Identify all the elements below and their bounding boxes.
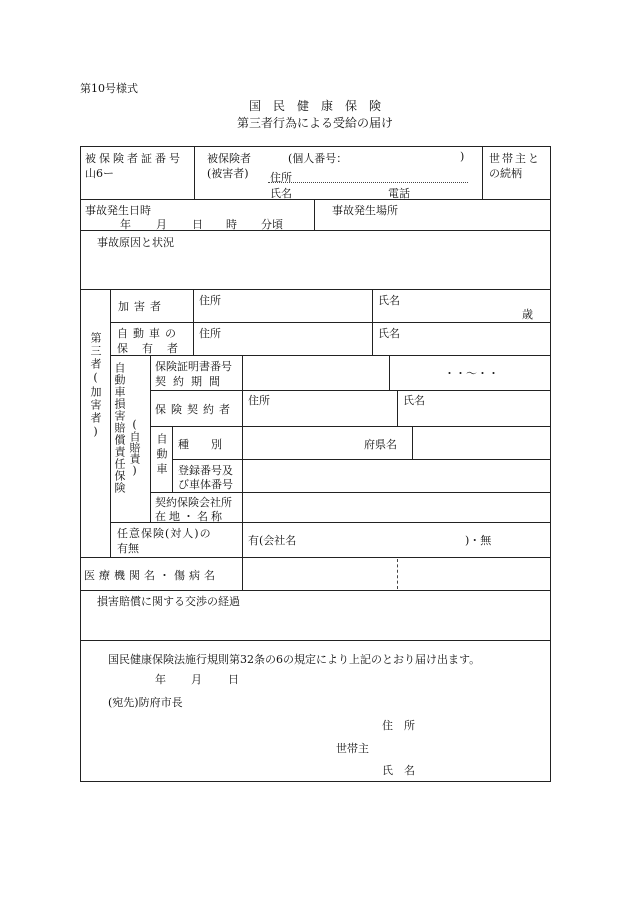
owner-name-label: 氏名 [378,327,400,340]
contractor-label: 保険契約者 [155,403,235,416]
accident-place-label: 事故発生場所 [332,204,398,217]
insured-number-label: 被保険者証番号 [85,152,183,165]
voluntary-close: )・無 [465,534,492,547]
voluntary-label-1: 任意保険(対人)の [117,527,212,540]
accident-day: 日 [192,218,203,231]
accident-minute: 分頃 [261,218,283,231]
assailant-age-label: 歳 [522,308,533,321]
owner-label-1: 自動車の [117,327,181,340]
applicant-address-label: 住 所 [382,719,415,732]
type-label: 種 別 [178,438,222,451]
name-label: 氏名 [270,187,292,200]
company-label-2: 在地・名称 [155,510,225,523]
contractor-name-label: 氏名 [403,394,425,407]
applicant-name-label: 氏 名 [382,764,415,777]
car-label: 自動車 [155,433,168,478]
household-head-label: 世帯主 [336,742,369,755]
victim-label: (被害者) [207,167,249,180]
relation-label-2: の続柄 [489,167,522,180]
assailant-label: 加害者 [118,300,166,313]
voluntary-label-2: 有無 [117,542,139,555]
accident-month: 月 [156,218,167,231]
declaration-day: 日 [228,673,239,686]
assailant-address-label: 住所 [199,294,221,307]
personal-number-label: (個人番号： [288,152,348,165]
voluntary-value: 有(会社名 [248,534,297,547]
accident-year: 年 [120,218,131,231]
declaration-month: 月 [191,673,202,686]
reg-label-1: 登録番号及 [178,464,233,477]
form-subtitle: 第三者行為による受給の届け [236,116,393,130]
compulsory-paren: (自賠責) [128,418,141,477]
declaration-text: 国民健康保険法施行規則第32条の6の規定により上記のとおり届け出ます。 [108,653,481,666]
phone-label: 電話 [388,187,410,200]
period-label: 契約期間 [155,375,227,388]
third-party-side-label: 第三者(加害者) [89,332,102,440]
cause-label: 事故原因と状況 [97,236,174,249]
personal-number-close: ) [460,150,465,163]
compulsory-label: 自動車損害賠償責任保険 [113,362,126,494]
reg-label-2: び車体番号 [178,478,233,491]
cert-label: 保険証明書番号 [155,360,232,373]
address-label: 住所 [270,171,292,184]
address-underline [268,182,468,183]
assailant-name-label: 氏名 [378,294,400,307]
accident-datetime-label: 事故発生日時 [85,204,151,217]
prefecture-label: 府県名 [364,438,397,451]
border-top [80,146,551,147]
accident-hour: 時 [226,218,237,231]
company-label-1: 契約保険会社所 [155,496,232,509]
declaration-year: 年 [155,673,166,686]
form-number: 第10号様式 [80,82,138,95]
insured-number-value: 山6ー [85,167,114,180]
period-value: ・・〜・・ [444,367,499,380]
owner-address-label: 住所 [199,327,221,340]
border-bottom [80,781,551,782]
contractor-address-label: 住所 [248,394,270,407]
border-left [80,146,81,782]
medical-label: 医療機関名・傷病名 [84,569,219,582]
form-title: 国 民 健 康 保 険 [248,99,381,113]
relation-label-1: 世帯主と [489,152,541,165]
negotiation-label: 損害賠償に関する交渉の経過 [97,595,240,608]
border-right [550,146,551,782]
addressee: (宛先)防府市長 [108,696,183,709]
insured-label: 被保険者 [207,152,251,165]
owner-label-2: 保有者 [117,342,192,355]
